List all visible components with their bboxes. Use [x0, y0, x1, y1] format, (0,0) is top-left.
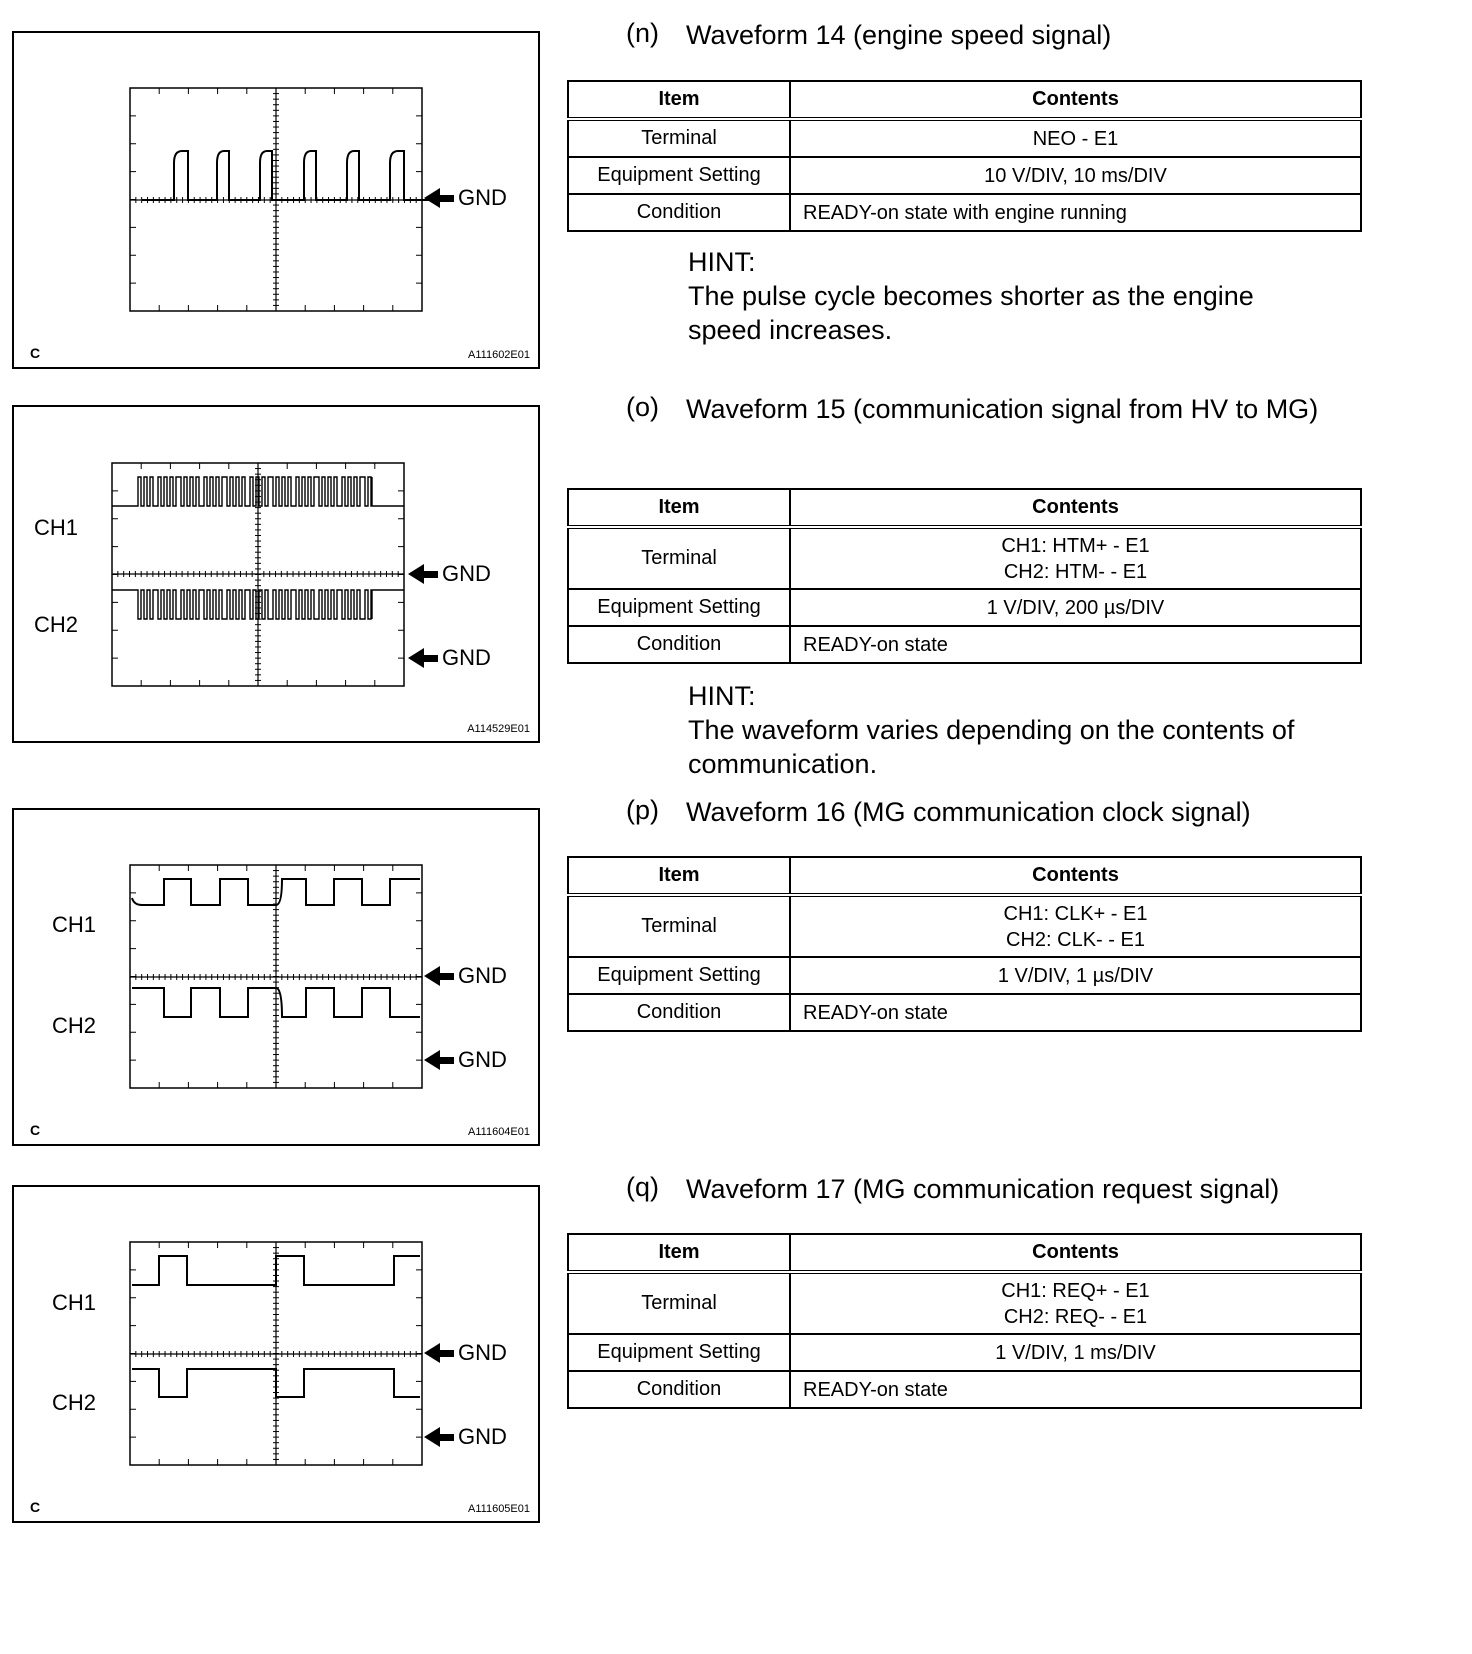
- table-row: Condition READY-on state: [568, 1371, 1361, 1408]
- col-item: Item: [568, 81, 790, 119]
- gnd-marker-ch2: GND: [424, 1047, 507, 1073]
- spec-table-14: [567, 80, 1362, 232]
- figure-waveform-14: [12, 31, 540, 369]
- ch1-label: CH1: [34, 515, 79, 540]
- gnd-marker-ch1: GND: [424, 1340, 507, 1366]
- gnd-marker: GND: [424, 185, 507, 211]
- gnd-marker-ch1: GND: [424, 963, 507, 989]
- table-row: Terminal CH1: HTM+ - E1 CH2: HTM- - E1: [568, 527, 1361, 589]
- table-row: Equipment Setting 10 V/DIV, 10 ms/DIV: [568, 157, 1361, 194]
- figure-code: A111605E01: [468, 1503, 530, 1515]
- figure-waveform-16: [12, 808, 540, 1146]
- hint-text: The waveform varies depending on the contents of communication.: [688, 715, 1295, 779]
- figure-letter: C: [30, 1499, 41, 1515]
- col-item: Item: [568, 489, 790, 527]
- col-item: Item: [568, 857, 790, 895]
- table-row: Terminal CH1: CLK+ - E1 CH2: CLK- - E1: [568, 895, 1361, 957]
- section-heading-15: [626, 392, 1336, 426]
- col-contents: Contents: [790, 1234, 1361, 1272]
- section-label: (p): [626, 795, 659, 825]
- ch1-label: CH1: [52, 912, 97, 937]
- section-label: (q): [626, 1172, 659, 1202]
- section-heading-16: [626, 795, 1336, 829]
- ch1-label: CH1: [52, 1290, 97, 1315]
- col-item: Item: [568, 1234, 790, 1272]
- gnd-marker-ch2: GND: [408, 645, 491, 671]
- waveform-14-trace: [142, 151, 432, 200]
- hint-label: HINT:: [688, 247, 756, 277]
- table-row: Terminal NEO - E1: [568, 119, 1361, 157]
- ch2-label: CH2: [34, 612, 79, 637]
- table-row: Equipment Setting 1 V/DIV, 1 µs/DIV: [568, 957, 1361, 994]
- spec-table-16: [567, 856, 1362, 1032]
- section-label: (o): [626, 392, 659, 422]
- hint-15: [688, 679, 1368, 781]
- section-title: Waveform 14 (engine speed signal): [686, 20, 1112, 50]
- table-row: Condition READY-on state: [568, 994, 1361, 1031]
- table-row: Terminal CH1: REQ+ - E1 CH2: REQ- - E1: [568, 1272, 1361, 1334]
- section-heading-14: [626, 18, 1336, 52]
- figure-waveform-17: [12, 1185, 540, 1523]
- section-title: Waveform 17 (MG communication request signal): [686, 1174, 1280, 1204]
- gnd-marker-ch2: GND: [424, 1424, 507, 1450]
- waveform-17-ch1-trace: [132, 1256, 420, 1285]
- ch2-label: CH2: [52, 1390, 97, 1415]
- hint-14: [688, 245, 1368, 347]
- col-contents: Contents: [790, 857, 1361, 895]
- spec-table-15: [567, 488, 1362, 664]
- section-title: Waveform 16 (MG communication clock signal): [686, 797, 1251, 827]
- gnd-marker-ch1: GND: [408, 561, 491, 587]
- ch2-label: CH2: [52, 1013, 97, 1038]
- table-row: Condition READY-on state: [568, 626, 1361, 663]
- figure-letter: C: [30, 345, 41, 361]
- section-label: (n): [626, 18, 659, 48]
- figure-waveform-15: [12, 405, 540, 743]
- section-title: Waveform 15 (communication signal from HV to MG): [686, 394, 1319, 424]
- table-row: Equipment Setting 1 V/DIV, 200 µs/DIV: [568, 589, 1361, 626]
- col-contents: Contents: [790, 489, 1361, 527]
- section-heading-17: [626, 1172, 1336, 1206]
- figure-code: A111602E01: [468, 349, 530, 361]
- spec-table-17: [567, 1233, 1362, 1409]
- table-row: Equipment Setting 1 V/DIV, 1 ms/DIV: [568, 1334, 1361, 1371]
- figure-code: A111604E01: [468, 1126, 530, 1138]
- hint-label: HINT:: [688, 681, 756, 711]
- figure-letter: C: [30, 1122, 41, 1138]
- col-contents: Contents: [790, 81, 1361, 119]
- figure-code: A114529E01: [467, 723, 530, 735]
- table-row: Condition READY-on state with engine running: [568, 194, 1361, 231]
- waveform-17-ch2-trace: [132, 1369, 420, 1397]
- hint-text: The pulse cycle becomes shorter as the engine speed increases.: [688, 281, 1254, 345]
